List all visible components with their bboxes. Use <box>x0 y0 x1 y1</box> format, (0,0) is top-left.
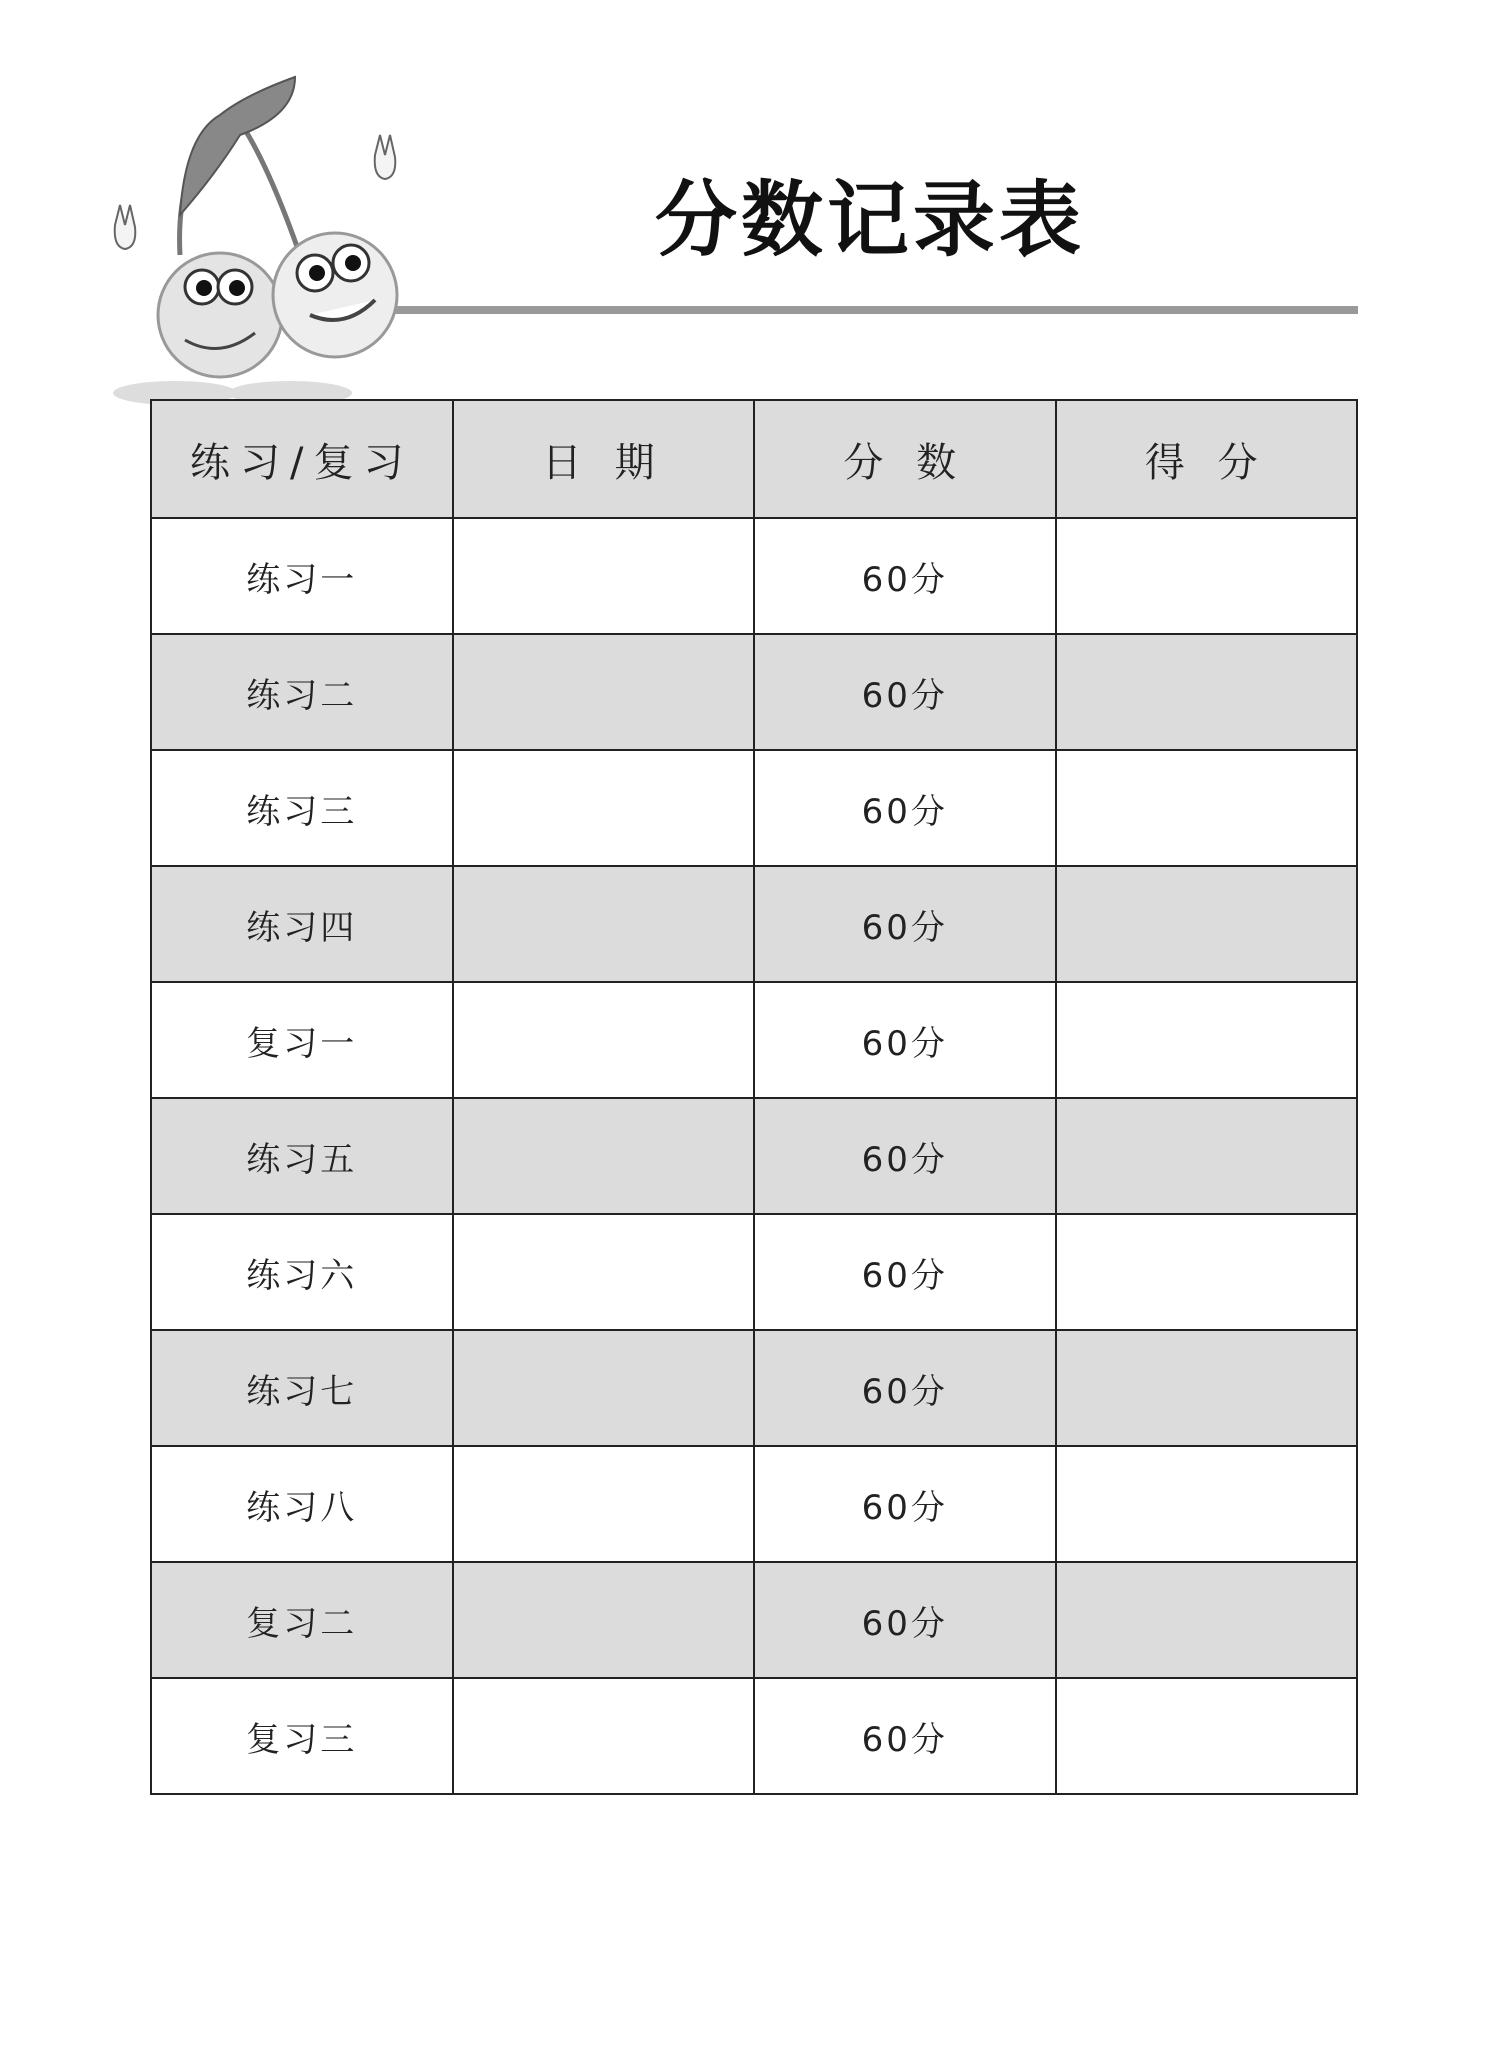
table-row <box>151 1214 1357 1330</box>
date-cell[interactable] <box>453 634 755 750</box>
header-date: 日 期 <box>453 400 755 518</box>
date-cell[interactable] <box>453 750 755 866</box>
table-row <box>151 634 1357 750</box>
full-score-cell: 60分 <box>754 634 1056 750</box>
header-full-score: 分 数 <box>754 400 1056 518</box>
full-score-cell: 60分 <box>754 750 1056 866</box>
cherry-mascot-illustration <box>105 75 425 415</box>
date-cell[interactable] <box>453 518 755 634</box>
table-row <box>151 1562 1357 1678</box>
earned-score-cell[interactable] <box>1056 1562 1358 1678</box>
earned-score-cell[interactable] <box>1056 1098 1358 1214</box>
date-cell[interactable] <box>453 1214 755 1330</box>
exercise-cell: 复习一 <box>151 982 453 1098</box>
exercise-cell: 复习二 <box>151 1562 453 1678</box>
page-title: 分数记录表 <box>654 173 1085 268</box>
earned-score-cell[interactable] <box>1056 1214 1358 1330</box>
table-row <box>151 1678 1357 1794</box>
table-row <box>151 1330 1357 1446</box>
full-score-cell: 60分 <box>754 1446 1056 1562</box>
score-record-table <box>150 399 1358 1795</box>
date-cell[interactable] <box>453 1330 755 1446</box>
full-score-cell: 60分 <box>754 1678 1056 1794</box>
date-cell[interactable] <box>453 1678 755 1794</box>
exercise-cell: 练习八 <box>151 1446 453 1562</box>
exercise-cell: 练习一 <box>151 518 453 634</box>
earned-score-cell[interactable] <box>1056 518 1358 634</box>
earned-score-cell[interactable] <box>1056 866 1358 982</box>
full-score-cell: 60分 <box>754 982 1056 1098</box>
table-row <box>151 750 1357 866</box>
full-score-cell: 60分 <box>754 1330 1056 1446</box>
exercise-cell: 复习三 <box>151 1678 453 1794</box>
table-row <box>151 1098 1357 1214</box>
header-earned-score: 得 分 <box>1056 400 1358 518</box>
earned-score-cell[interactable] <box>1056 1678 1358 1794</box>
earned-score-cell[interactable] <box>1056 1446 1358 1562</box>
full-score-cell: 60分 <box>754 1214 1056 1330</box>
table-row <box>151 866 1357 982</box>
full-score-cell: 60分 <box>754 518 1056 634</box>
header-exercise: 练习/复习 <box>151 400 453 518</box>
exercise-cell: 练习二 <box>151 634 453 750</box>
date-cell[interactable] <box>453 866 755 982</box>
date-cell[interactable] <box>453 1446 755 1562</box>
full-score-cell: 60分 <box>754 1098 1056 1214</box>
exercise-cell: 练习七 <box>151 1330 453 1446</box>
earned-score-cell[interactable] <box>1056 982 1358 1098</box>
date-cell[interactable] <box>453 1098 755 1214</box>
date-cell[interactable] <box>453 1562 755 1678</box>
table-row <box>151 1446 1357 1562</box>
title-divider <box>395 306 1358 314</box>
earned-score-cell[interactable] <box>1056 750 1358 866</box>
earned-score-cell[interactable] <box>1056 634 1358 750</box>
date-cell[interactable] <box>453 982 755 1098</box>
table-header-row <box>151 400 1357 518</box>
table-row <box>151 982 1357 1098</box>
exercise-cell: 练习六 <box>151 1214 453 1330</box>
exercise-cell: 练习四 <box>151 866 453 982</box>
full-score-cell: 60分 <box>754 1562 1056 1678</box>
earned-score-cell[interactable] <box>1056 1330 1358 1446</box>
full-score-cell: 60分 <box>754 866 1056 982</box>
exercise-cell: 练习三 <box>151 750 453 866</box>
exercise-cell: 练习五 <box>151 1098 453 1214</box>
table-row <box>151 518 1357 634</box>
